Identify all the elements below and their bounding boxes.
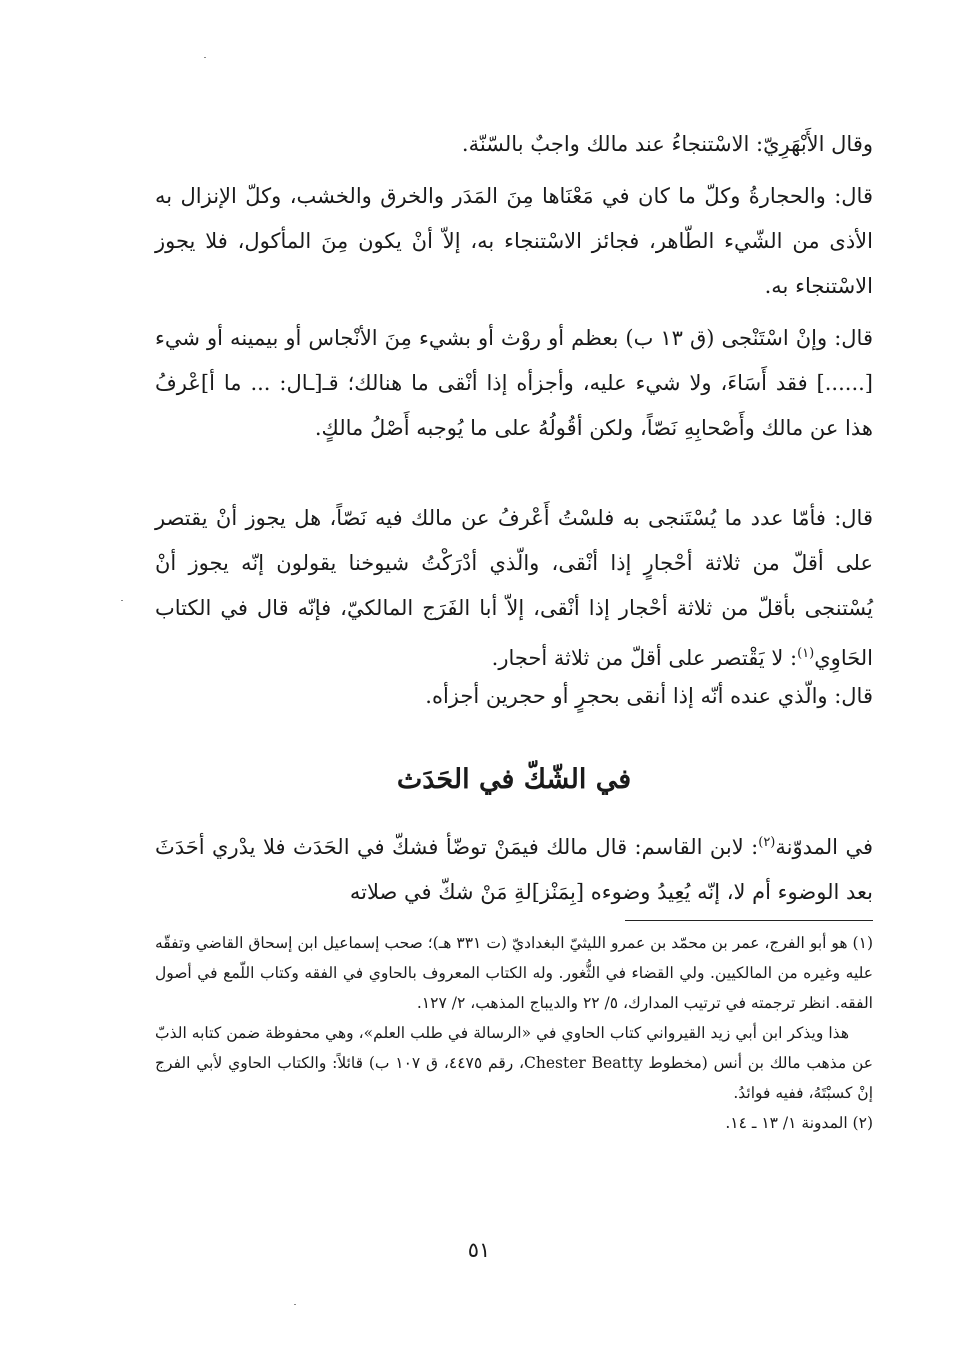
footnote-divider bbox=[625, 920, 873, 921]
scan-speck bbox=[121, 600, 123, 601]
scan-speck bbox=[204, 57, 206, 58]
paragraph-stones bbox=[155, 174, 873, 309]
paragraph-text: قال: والّذي عنده أنّه إذا أنقى بحجرٍ أو حجرين أجزأه. bbox=[425, 684, 873, 708]
scan-speck bbox=[294, 1304, 296, 1305]
paragraph-text: وقال الأَبْهَرِيّ: الاسْتنجاءُ عند مالك واجبٌ بالسّنّة. bbox=[461, 132, 873, 156]
paragraph-one-or-two-stones bbox=[155, 674, 873, 719]
footnote-2: (٢) المدونة ١/ ١٣ ـ ١٤. bbox=[725, 1114, 873, 1132]
page-number: ٥١ bbox=[467, 1238, 491, 1262]
paragraph-text: قال: وإنْ اسْتَنْجى (ق ١٣ ب) بعظم أو روْث أو بشيء مِنَ الأنْجاس أو بيمينه أو شيء [......] فقد أَسَاءَ، ولا شيء عليه، وأجزأه إذا أنْقى ما هنالك؛ قـ[ـال: ... ما أ]عْرفُ هذا عن مالك وأَصْحابِهِ نَصّاً، ولكن أقُولُهُ على ما يُوجبه أَصْلُ مالكٍ. bbox=[155, 326, 873, 440]
footnote-ref-2[interactable]: (٢) bbox=[758, 835, 776, 850]
paragraph-text-start: في المدوّنة bbox=[775, 835, 874, 859]
section-heading: في الشّكّ في الحَدَث bbox=[396, 764, 632, 795]
footnote-1-continuation: هذا ويذكر ابن أبي زيد القيرواني كتاب الحاوي في «الرسالة في طلب العلم»، وهي محفوظة ضمن كتابه الذبّ عن مذهب مالك بن أنس (مخطوط Chester Beatty، رقم ٤٤٧٥، ق ١٠٧ ب) قائلاً: والكتاب الحاوي لأبي الفرج إنْ كسبْتَهُ، ففيه فوائدُ. bbox=[155, 1024, 873, 1102]
paragraph-text: قال: والحجارةُ وكلّ ما كان في مَعْنَاها مِنَ المَدَر والخرق والخشب، وكلّ الإنزال به الأذى من الشّيء الطّاهر، فجائز الاسْتنجاء به، إلاّ أنْ يكون مِنَ المأكول، فلا يجوز الاسْتنجاء به. bbox=[155, 184, 873, 298]
paragraph-text: : لابن القاسم: قال مالك فيمَنْ توضّأ فشكّ في الحَدَث فلا يدْري أحَدَثَ بعد الوضوء أم لا، إنّه يُعِيدُ وضوءه [بِمَنْز]لةِ مَنْ شكّ في صلاته bbox=[155, 835, 873, 904]
paragraph-text: قال: فأمّا عدد ما يُسْتَنجى به فلسْتُ أَعْرفُ عن مالك فيه نَصّاً، هل يجوز أنْ يقتصر على أقلّ من ثلاثة أحْجارٍ إذا أنْقى، والّذي أدْرَكْتُ شيوخنا يقولون إنّه يجوز أنْ يُسْتنجى بأقلّ من ثلاثة أحْجار إذا أنْقى، إلاّ أبا الفَرَج المالكيّ، فإنّه قال في الكتاب الحَاوِي bbox=[155, 506, 873, 670]
footnote-ref-1[interactable]: (١) bbox=[797, 646, 815, 661]
paragraph-bones bbox=[155, 316, 873, 451]
paragraph-abhari bbox=[155, 122, 873, 167]
paragraph-text-end: : لا يَقْتصر على أقلّ من ثلاثة أحجار. bbox=[491, 646, 798, 670]
footnotes bbox=[155, 928, 873, 1138]
paragraph-mudawwana bbox=[155, 820, 873, 915]
footnote-1: (١) هو أبو الفرج، عمر بن محمّد بن عمرو الليثيّ البغداديّ (ت ٣٣١ هـ)؛ صحب إسماعيل ابن إسحاق القاضي وتفقّه عليه وغيره من المالكيين. ولي القضاء في الثُّغور. وله الكتاب المعروف بالحاوي في الفقه وكتاب اللّمع في أصول الفقه. انظر ترجمته في ترتيب المدارك، ٥/ ٢٢ والديباج المذهب، ٢/ ١٢٧. bbox=[155, 934, 873, 1012]
paragraph-number-of-stones bbox=[155, 496, 873, 681]
